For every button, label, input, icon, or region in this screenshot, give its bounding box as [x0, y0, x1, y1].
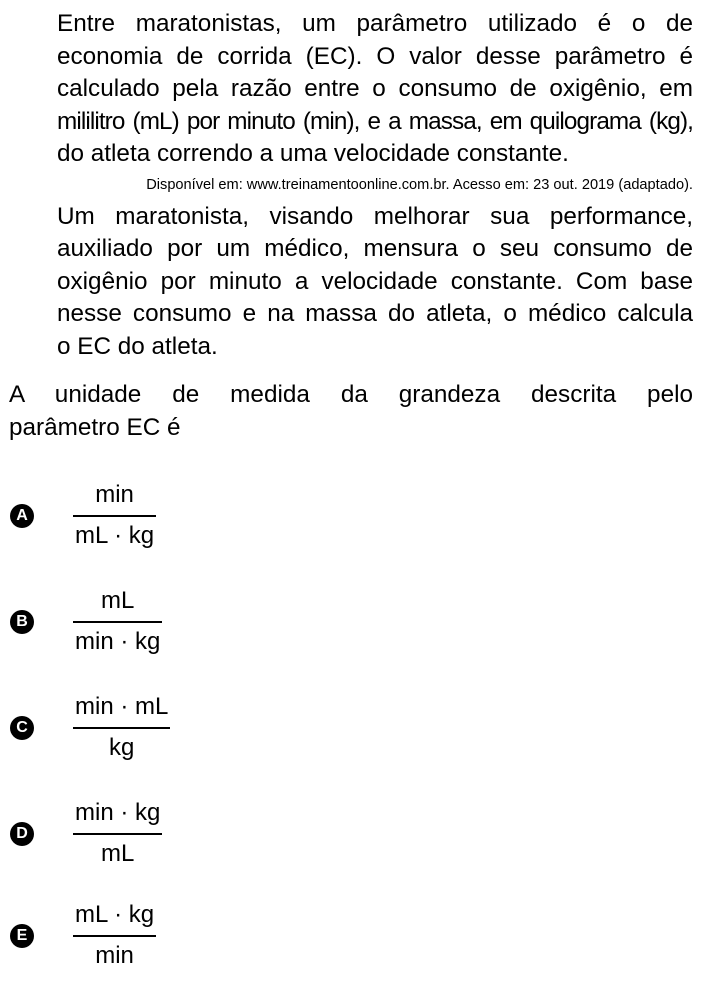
- option-c[interactable]: [0, 682, 300, 762]
- option-a-denominator: mL · kg: [75, 521, 155, 549]
- option-b[interactable]: [0, 576, 300, 656]
- text-line: o EC do atleta.: [57, 332, 218, 360]
- text-line: oxigênio por minuto a velocidade constante. Com base: [57, 267, 693, 295]
- text-line: A unidade de medida da grandeza descrita pelo: [9, 381, 693, 408]
- fraction-bar: [73, 727, 170, 729]
- option-c-fraction: [73, 692, 170, 763]
- option-a-badge: A: [10, 504, 34, 528]
- option-d-fraction: [73, 798, 162, 869]
- question-page: [9, 8, 693, 444]
- fraction-bar: [73, 833, 162, 835]
- fraction-bar: [73, 515, 156, 517]
- option-b-denominator: min · kg: [75, 627, 161, 655]
- option-b-numerator: mL: [101, 587, 135, 614]
- option-e-badge: E: [10, 924, 34, 948]
- option-d-numerator: min · kg: [75, 799, 161, 826]
- text-line: nesse consumo e na massa do atleta, o médico calcula: [57, 300, 693, 327]
- fraction-bar: [73, 621, 162, 623]
- option-d[interactable]: [0, 788, 300, 868]
- text-line: parâmetro EC é: [9, 413, 181, 441]
- source-citation: Disponível em: www.treinamentoonline.com.br. Acesso em: 23 out. 2019 (adaptado).: [146, 176, 693, 193]
- option-e-denominator: min: [95, 941, 134, 969]
- option-c-numerator: min · mL: [75, 693, 169, 720]
- option-e[interactable]: [0, 890, 300, 970]
- text-line: do atleta correndo a uma velocidade constante.: [57, 140, 569, 167]
- option-b-fraction: [73, 586, 162, 657]
- text-line: auxiliado por um médico, mensura o seu consumo de: [57, 235, 693, 262]
- text-line: Entre maratonistas, um parâmetro utilizado é o de: [57, 10, 693, 37]
- option-a-fraction: [73, 480, 156, 551]
- option-c-denominator: kg: [108, 733, 135, 761]
- option-e-numerator: mL · kg: [75, 901, 155, 928]
- option-d-denominator: mL: [101, 839, 135, 867]
- option-b-badge: B: [10, 610, 34, 634]
- context-paragraph-1: [9, 8, 693, 171]
- text-line: economia de corrida (EC). O valor desse parâmetro é: [57, 42, 693, 70]
- option-a-numerator: min: [95, 481, 134, 508]
- option-a[interactable]: [0, 470, 300, 550]
- text-line: mililitro (mL) por minuto (min), e a massa, em quilograma (kg),: [57, 107, 693, 135]
- text-line: Um maratonista, visando melhorar sua performance,: [57, 202, 693, 230]
- fraction-bar: [73, 935, 156, 937]
- text-line: calculado pela razão entre o consumo de oxigênio, em: [57, 75, 693, 102]
- option-c-badge: C: [10, 716, 34, 740]
- option-d-badge: D: [10, 822, 34, 846]
- option-e-fraction: [73, 900, 156, 971]
- context-paragraph-2: [9, 201, 693, 364]
- question-stem: [9, 379, 693, 444]
